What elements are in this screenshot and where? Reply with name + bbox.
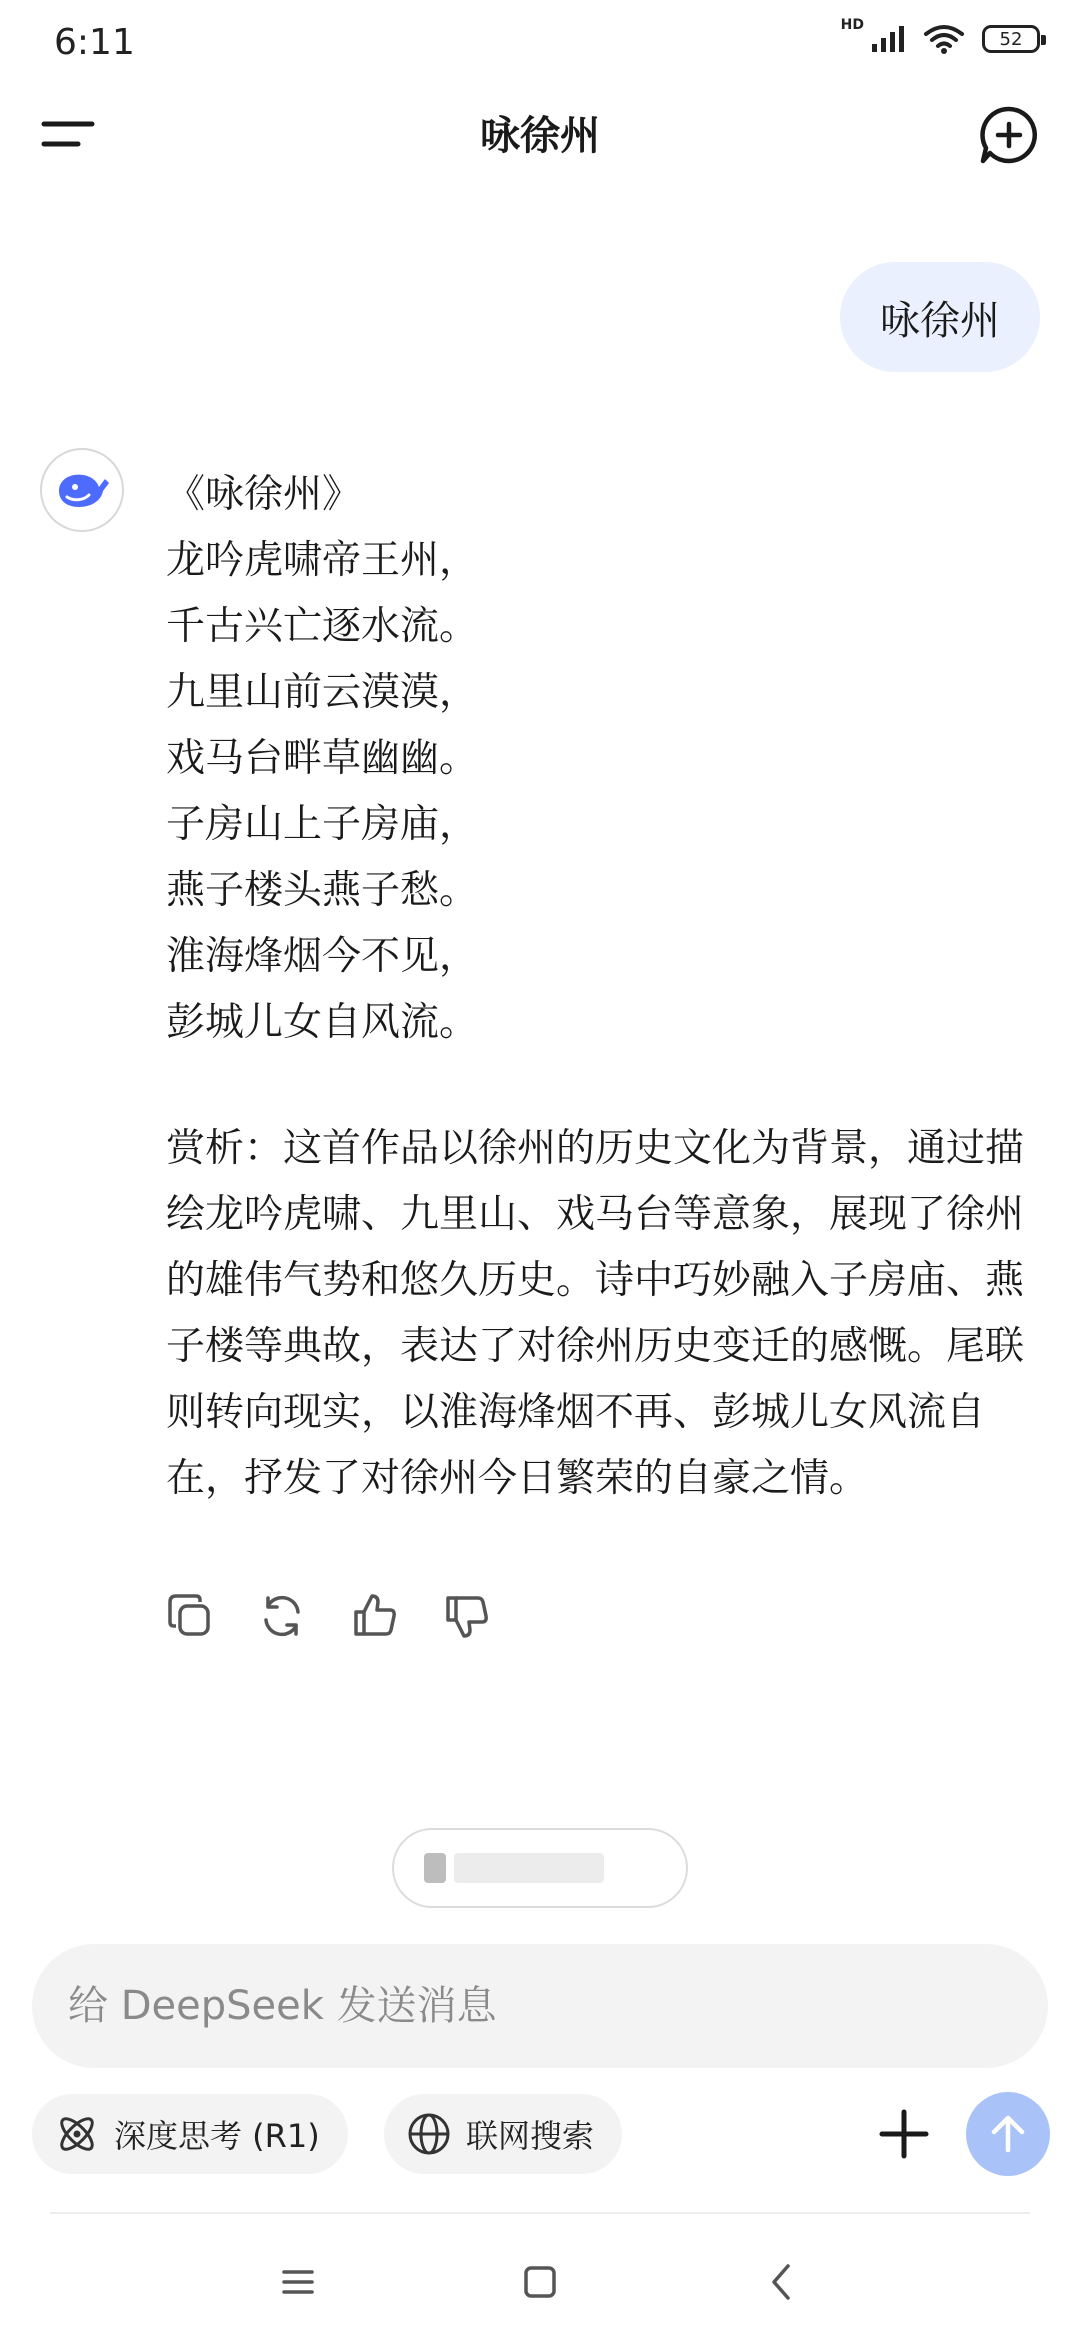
signal-icon [872,26,906,52]
send-button[interactable] [966,2092,1050,2176]
atom-icon [54,2111,100,2157]
deep-think-button[interactable] [32,2094,348,2174]
message-input[interactable] [66,1982,1048,2030]
user-message-bubble[interactable] [840,262,1040,372]
user-message-text: 咏徐州 [880,297,1000,344]
thumbs-up-icon[interactable] [350,1592,398,1640]
poem-line: 燕子楼头燕子愁。 [166,868,479,913]
poem-line: 龙吟虎啸帝王州， [166,538,479,583]
loading-indicator [392,1828,688,1908]
loading-bar [424,1853,446,1883]
network-type-label: HD [840,17,864,33]
poem-line: 戏马台畔草幽幽。 [166,736,479,781]
new-chat-icon[interactable] [978,104,1040,166]
deep-think-label: 深度思考 (R1) [114,2117,320,2155]
recent-apps-icon[interactable] [268,2252,328,2312]
plus-icon[interactable] [872,2102,936,2166]
poem-line: 九里山前云漠漠， [166,670,479,715]
poem-line: 千古兴亡逐水流。 [166,604,479,649]
web-search-label: 联网搜索 [466,2117,595,2155]
wifi-icon [924,24,964,54]
home-icon[interactable] [510,2252,570,2312]
back-icon[interactable] [752,2252,812,2312]
poem-line: 子房山上子房庙， [166,802,479,847]
thumbs-down-icon[interactable] [442,1592,490,1640]
deepseek-whale-icon [53,469,111,511]
divider [50,2212,1030,2214]
web-search-button[interactable] [384,2094,622,2174]
globe-icon [406,2111,452,2157]
battery-icon [982,25,1040,53]
status-icons [840,17,1040,54]
message-input-container[interactable] [32,1944,1048,2068]
battery-level: 52 [999,28,1023,50]
poem-line: 淮海烽烟今不见， [166,934,479,979]
copy-icon[interactable] [166,1592,214,1640]
message-actions [166,1592,490,1640]
poem-title: 《咏徐州》 [166,472,362,517]
assistant-avatar [40,448,124,532]
arrow-up-icon [986,2112,1030,2156]
analysis-paragraph: 赏析：这首作品以徐州的历史文化为背景，通过描绘龙吟虎啸、九里山、戏马台等意象，展现了徐州的雄伟气势和悠久历史。诗中巧妙融入子房庙、燕子楼等典故，表达了对徐州历史变迁的感慨。尾联则转向现实，以淮海烽烟不再、彭城儿女风流自在，抒发了对徐州今日繁荣的自豪之情。 [166,1126,1025,1501]
assistant-message [166,462,1046,1512]
regenerate-icon[interactable] [258,1592,306,1640]
loading-bar [454,1853,604,1883]
status-time: 6:11 [54,22,135,63]
poem-line: 彭城儿女自风流。 [166,1000,479,1045]
page-title: 咏徐州 [480,113,600,159]
